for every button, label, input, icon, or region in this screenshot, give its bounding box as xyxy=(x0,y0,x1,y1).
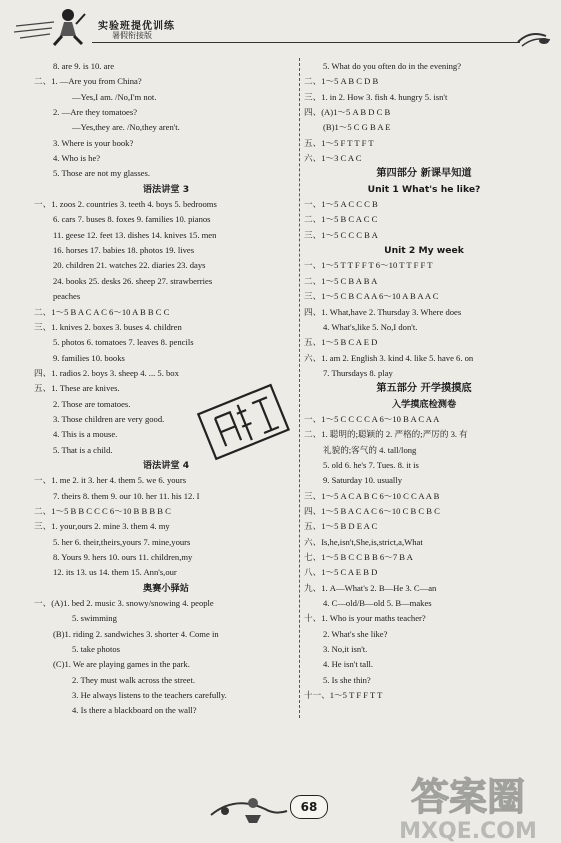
page-header xyxy=(0,0,561,52)
left-answer-line: 一、(A)1. bed 2. music 3. snowy/snowing 4. people xyxy=(34,598,214,609)
left-answer-line: 4. Is there a blackboard on the wall? xyxy=(72,705,197,716)
left-answer-line: (C)1. We are playing games in the park. xyxy=(53,659,190,670)
left-answer-line: 4. Who is he? xyxy=(53,153,101,164)
left-answer-line: (B)1. riding 2. sandwiches 3. shorter 4. Come in xyxy=(53,628,219,639)
right-answer-line: 六、1～3 C A C xyxy=(304,153,362,164)
left-answer-line: 三、1. your,ours 2. mine 3. them 4. my xyxy=(34,521,170,532)
right-column xyxy=(304,59,544,703)
left-answer-line: 3. Where is your book? xyxy=(53,137,134,148)
left-answer-line: 一、1. me 2. it 3. her 4. them 5. we 6. yours xyxy=(34,475,187,486)
left-answer-line: 5. That is a child. xyxy=(53,444,113,455)
right-answer-line: 二、1～5 A B C D B xyxy=(304,76,379,87)
right-answer-line: 十、1. Who is your maths teacher? xyxy=(304,613,426,624)
left-answer-line: 语法讲堂 4 xyxy=(142,459,190,471)
left-answer-line: 5. take photos xyxy=(72,644,120,655)
right-answer-line: 五、1～5 B C A E D xyxy=(304,337,378,348)
right-answer-line: 八、1～5 C A E B D xyxy=(304,567,378,578)
right-answer-line: 第五部分 开学摸摸底 xyxy=(376,383,472,395)
left-answer-line: 12. its 13. us 14. them 15. Ann's,our xyxy=(53,567,177,578)
right-answer-line: 2. What's she like? xyxy=(323,628,388,639)
right-answer-line: 5. What do you often do in the evening? xyxy=(323,61,462,71)
right-answer-line: 三、1～5 C C C B A xyxy=(304,229,378,240)
right-answer-line: 十一、1～5 T F F T T xyxy=(304,690,383,701)
right-answer-line: 9. Saturday 10. usually xyxy=(323,475,403,486)
left-answer-line: 2. Those are tomatoes. xyxy=(53,398,131,409)
right-answer-line: 二、1～5 B C A C C xyxy=(304,214,378,225)
right-answer-line: Unit 1 What's he like? xyxy=(367,183,481,195)
left-answer-line: 5. photos 6. tomatoes 7. leaves 8. pencils xyxy=(53,337,194,348)
left-answer-line: 5. her 6. their,theirs,yours 7. mine,yours xyxy=(53,536,191,547)
right-answer-line: 九、1. A—What's 2. B—He 3. C—an xyxy=(304,582,437,593)
right-answer-line: 入学摸底检测卷 xyxy=(391,398,457,410)
left-answer-line: 3. He always listens to the teachers carefully. xyxy=(72,690,227,701)
watermark-main: 答案圈 xyxy=(410,775,526,819)
right-answer-line: 一、1～5 T T F F T 6～10 T T F F T xyxy=(304,260,433,271)
right-answer-line: 礼貌的;客气的 4. tall/long xyxy=(323,444,417,455)
runner-mascot-icon xyxy=(14,6,86,46)
left-answer-line: 2. They must walk across the street. xyxy=(72,674,195,685)
left-answer-line: 四、1. radios 2. boys 3. sheep 4. ... 5. box xyxy=(34,367,179,378)
left-answer-line: 4. This is a mouse. xyxy=(53,429,118,440)
left-answer-line: 二、1～5 B A C A C 6～10 A B B C C xyxy=(34,306,170,317)
watermark-domain: MXQE.COM xyxy=(399,819,537,842)
left-answer-line: 5. Those are not my glasses. xyxy=(53,168,150,179)
left-answer-line: 24. books 25. desks 26. sheep 27. strawberries xyxy=(53,275,213,286)
right-answer-line: 第四部分 新课早知道 xyxy=(376,168,472,180)
left-answer-line: 2. —Are they tomatoes? xyxy=(53,107,138,118)
right-answer-line: 5. Is she thin? xyxy=(323,674,371,685)
left-answer-line: 奥赛小驿站 xyxy=(143,582,189,594)
left-answer-line: 7. theirs 8. them 9. our 10. her 11. his 12. I xyxy=(53,490,200,501)
left-answer-line: 11. geese 12. feet 13. dishes 14. knives 15. men xyxy=(53,229,217,240)
right-answer-line: 一、1～5 A C C C B xyxy=(304,199,378,210)
right-answer-line: 三、1. in 2. How 3. fish 4. hungry 5. isn't xyxy=(304,91,448,102)
left-answer-line: 16. horses 17. babies 18. photos 19. lives xyxy=(53,245,195,256)
right-answer-line: 四、1. What,have 2. Thursday 3. Where does xyxy=(304,306,462,317)
left-answer-line: —Yes,I am. /No,I'm not. xyxy=(72,91,157,102)
left-answer-line: 8. are 9. is 10. are xyxy=(53,61,115,71)
right-answer-line: 三、1～5 A C A B C 6～10 C C A A B xyxy=(304,490,440,501)
left-answer-line: 3. Those children are very good. xyxy=(53,413,165,424)
left-answer-line: 二、1. —Are you from China? xyxy=(34,76,142,87)
right-answer-line: 4. What's,like 5. No,I don't. xyxy=(323,321,418,332)
page-number: 68 xyxy=(290,795,328,819)
right-answer-line: 一、1～5 C C C C A 6～10 B A C A A xyxy=(304,413,440,424)
right-answer-line: 7. Thursdays 8. play xyxy=(323,367,393,378)
right-answer-line: 三、1～5 C B C A A 6～10 A B A A C xyxy=(304,291,439,302)
book-title: 实验班提优训练 xyxy=(98,21,175,32)
column-divider xyxy=(299,58,300,718)
header-rule xyxy=(92,42,520,43)
right-answer-line: 六、1. am 2. English 3. kind 4. like 5. have 6. on xyxy=(304,352,474,363)
right-answer-line: 3. No,it isn't. xyxy=(323,644,368,655)
right-answer-line: 4. He isn't tall. xyxy=(323,659,374,670)
right-answer-line: 六、Is,he,isn't,She,is,strict,a,What xyxy=(304,536,423,547)
right-answer-line: 四、(A)1～5 A B D C B xyxy=(304,107,391,118)
right-answer-line: 五、1～5 F T T F T xyxy=(304,137,374,148)
left-answer-line: 20. children 21. watches 22. diaries 23. days xyxy=(53,260,206,271)
left-answer-line: —Yes,they are. /No,they aren't. xyxy=(72,122,180,133)
left-answer-line: 5. swimming xyxy=(72,613,117,624)
right-answer-line: Unit 2 My week xyxy=(384,245,464,257)
right-answer-line: 二、1. 聪明的;聪颖的 2. 严格的;严厉的 3. 有 xyxy=(304,429,468,440)
swoosh-decoration-icon xyxy=(516,28,552,50)
answer-watermark xyxy=(380,770,556,842)
left-answer-line: 一、1. zoos 2. countries 3. teeth 4. boys 5. bedrooms xyxy=(34,199,217,210)
left-answer-line: 二、1～5 B B C C C 6～10 B B B B C xyxy=(34,505,171,516)
left-answer-line: 三、1. knives 2. boxes 3. buses 4. children xyxy=(34,321,182,332)
right-answer-line: 五、1～5 B D E A C xyxy=(304,521,378,532)
left-answer-line: 五、1. These are knives. xyxy=(34,383,120,394)
left-answer-line: 9. families 10. books xyxy=(53,352,125,363)
right-answer-line: 4. C—old/B—old 5. B—makes xyxy=(323,598,432,609)
right-answer-line: 5. old 6. he's 7. Tues. 8. it is xyxy=(323,459,419,470)
right-answer-line: 二、1～5 C B A B A xyxy=(304,275,378,286)
book-subtitle: 暑假衔接版 xyxy=(112,31,152,40)
right-answer-line: 七、1～5 B C C B B 6～7 B A xyxy=(304,552,413,562)
right-answer-line: (B)1～5 C G B A E xyxy=(323,122,391,133)
left-answer-line: 8. Yours 9. hers 10. ours 11. children,my xyxy=(53,552,193,562)
left-answer-line: 6. cars 7. buses 8. foxes 9. families 10. pianos xyxy=(53,214,211,225)
right-answer-line: 四、1～5 B A C A C 6～10 C B C B C xyxy=(304,505,440,516)
left-answer-line: peaches xyxy=(53,291,81,302)
left-answer-line: 语法讲堂 3 xyxy=(142,183,190,195)
stamp-seal xyxy=(196,382,292,470)
